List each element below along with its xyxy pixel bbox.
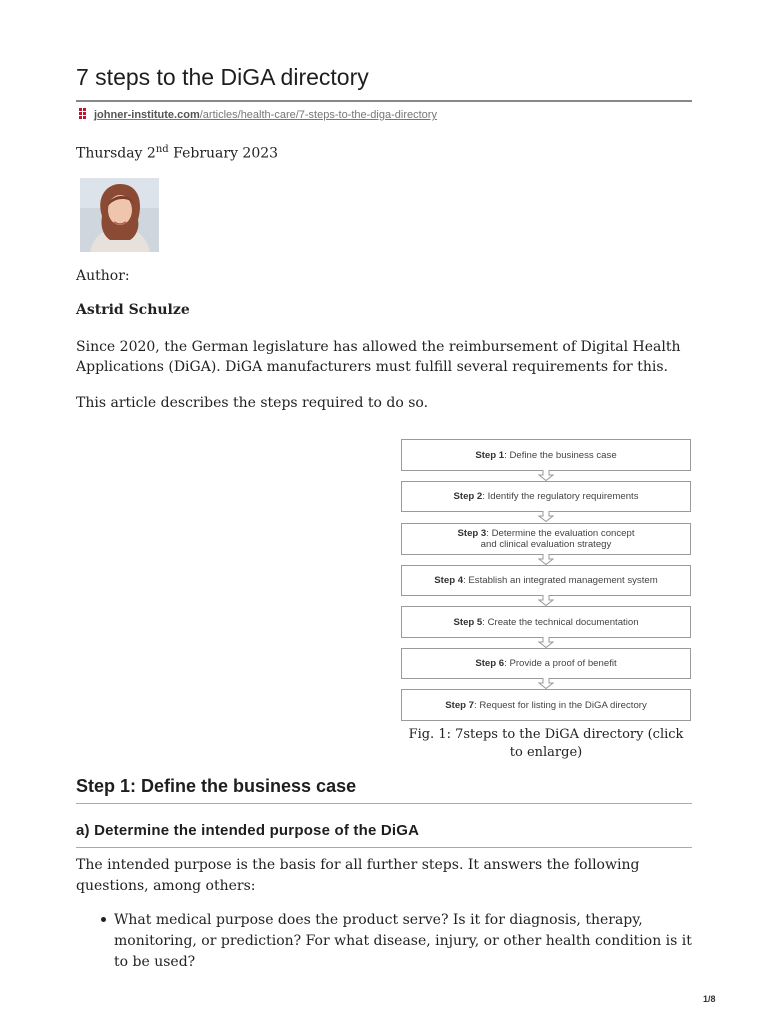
publish-date: Thursday 2nd February 2023 xyxy=(76,144,279,162)
author-photo xyxy=(80,178,159,252)
figure-step: Step 7: Request for listing in the DiGA directory xyxy=(401,689,691,721)
figure-step: Step 1: Define the business case xyxy=(401,439,691,471)
section-heading: Step 1: Define the business case xyxy=(76,776,357,796)
subheading-divider xyxy=(76,847,692,848)
bullet-icon xyxy=(101,917,106,922)
page-number: 1/8 xyxy=(703,994,716,1004)
down-arrow-icon xyxy=(538,511,554,522)
figure-step: Step 2: Identify the regulatory requirements xyxy=(401,481,691,512)
steps-figure[interactable] xyxy=(400,439,692,721)
intro-paragraph: Since 2020, the German legislature has allowed the reimbursement of Digital Health Applications (DiGA). DiGA manufacturers must fulfill several requirements for this. xyxy=(76,339,681,375)
intro-paragraph-2: This article describes the steps required to do so. xyxy=(76,395,429,411)
down-arrow-icon xyxy=(538,678,554,689)
article-title: 7 steps to the DiGA directory xyxy=(76,64,369,90)
down-arrow-icon xyxy=(538,595,554,606)
author-label: Author: xyxy=(76,268,130,284)
list-item: What medical purpose does the product serve? Is it for diagnosis, therapy, monitoring, or prediction? For what disease, injury, or other health condition is it to be used? xyxy=(114,912,692,970)
down-arrow-icon xyxy=(538,554,554,565)
down-arrow-icon xyxy=(538,637,554,648)
heading-divider xyxy=(76,803,692,804)
source-line xyxy=(79,108,437,121)
subsection-heading: a) Determine the intended purpose of the DiGA xyxy=(76,822,420,839)
figure-step: Step 5: Create the technical documentation xyxy=(401,606,691,638)
figure-step: Step 6: Provide a proof of benefit xyxy=(401,648,691,679)
figure-caption: Fig. 1: 7steps to the DiGA directory (click to enlarge) xyxy=(408,727,684,760)
johner-logo-icon xyxy=(79,108,87,120)
source-link[interactable]: johner-institute.com/articles/health-care/7-steps-to-the-diga-directory xyxy=(94,109,437,121)
down-arrow-icon xyxy=(538,470,554,481)
title-divider xyxy=(76,100,692,102)
figure-step: Step 4: Establish an integrated management system xyxy=(401,565,691,596)
body-paragraph: The intended purpose is the basis for all further steps. It answers the following questions, among others: xyxy=(76,857,640,894)
figure-step: Step 3: Determine the evaluation concept and clinical evaluation strategy xyxy=(401,523,691,555)
author-name: Astrid Schulze xyxy=(76,302,190,318)
